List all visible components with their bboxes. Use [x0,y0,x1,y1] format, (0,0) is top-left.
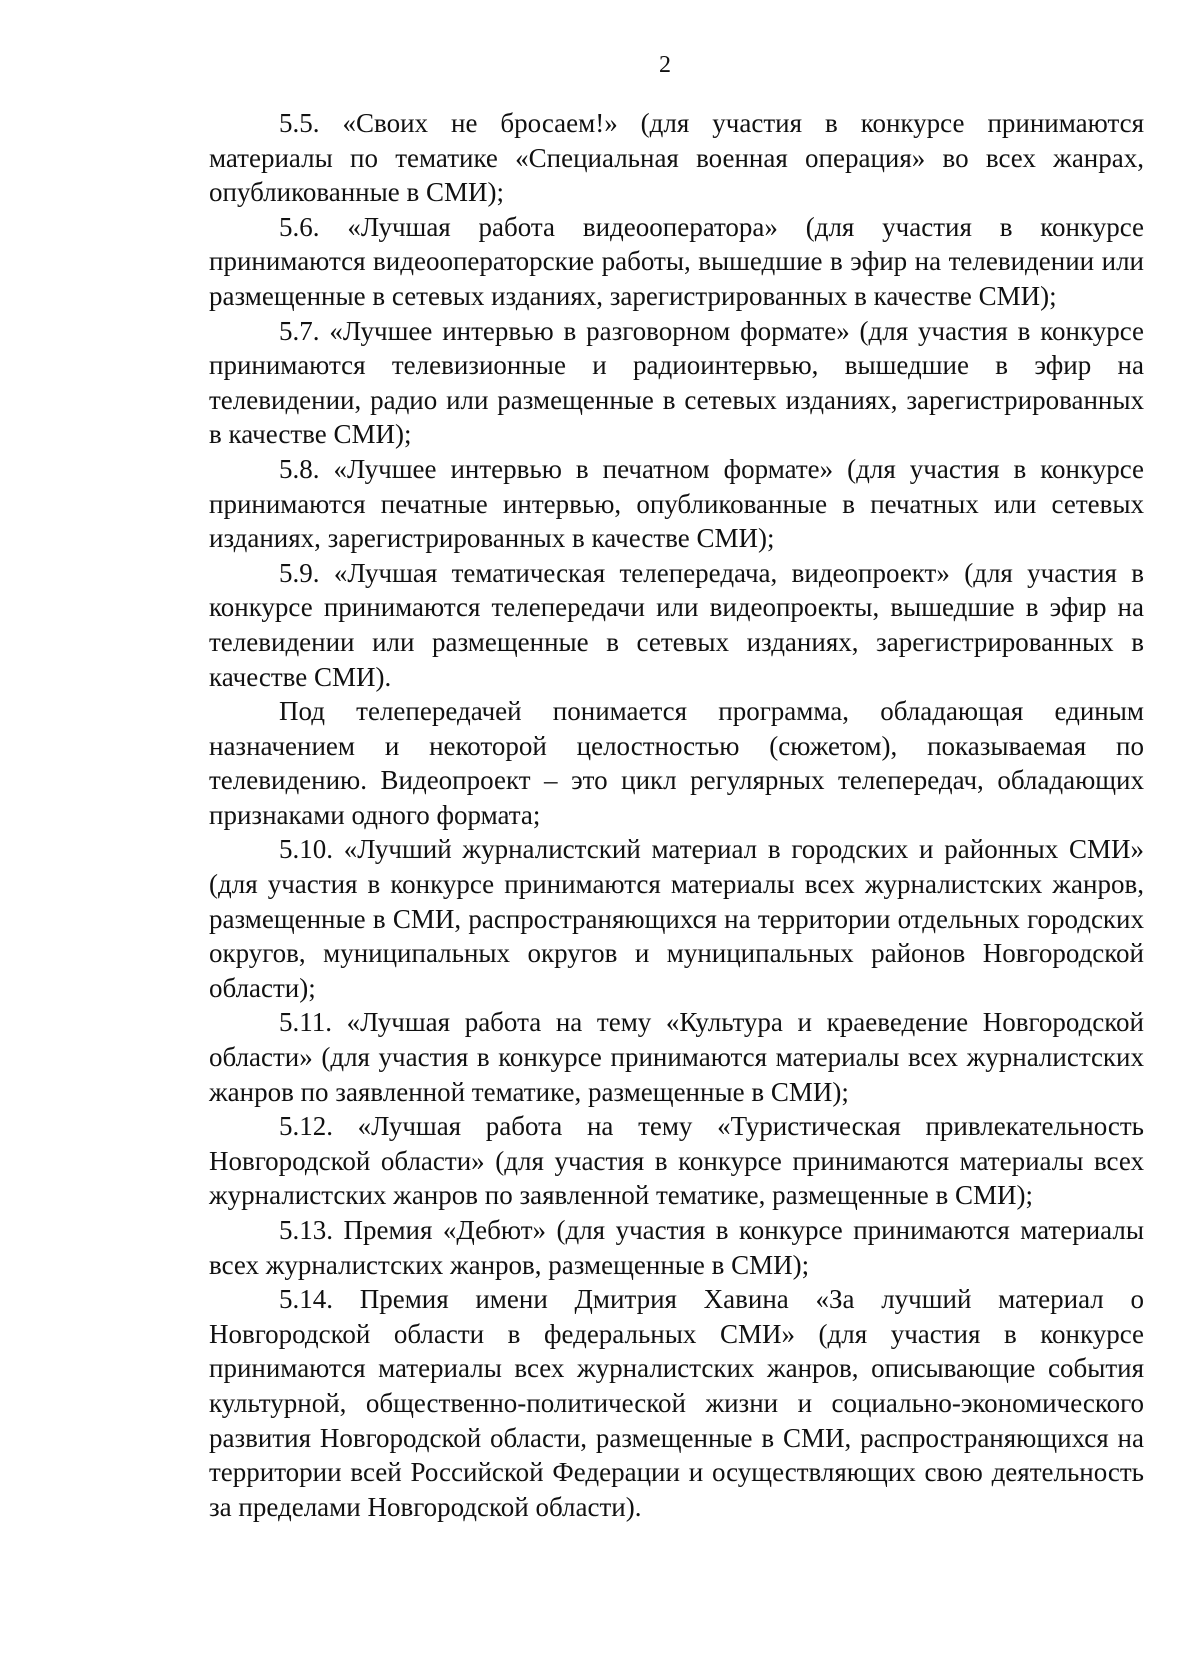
paragraph-5-14: 5.14. Премия имени Дмитрия Хавина «За лучший материал о Новгородской области в федеральных СМИ» (для участия в конкурсе принимаются материалы всех журналистских жанров, описывающие события культурной, общественно-политической жизни и социально-экономического развития Новгородской области, размещенные в СМИ, распространяющихся на территории всей Российской Федерации и осуществляющих свою деятельность за пределами Новгородской области). [209,1284,1144,1522]
paragraph-5-13: 5.13. Премия «Дебют» (для участия в конкурсе принимаются материалы всех журналистских жанров, размещенные в СМИ); [209,1215,1144,1280]
paragraph-5-7: 5.7. «Лучшее интервью в разговорном формате» (для участия в конкурсе принимаются телевизионные и радиоинтервью, вышедшие в эфир на телевидении, радио или размещенные в сетевых изданиях, зарегистрированных в качестве СМИ); [209,315,1144,450]
paragraph-5-11: 5.11. «Лучшая работа на тему «Культура и краеведение Новгородской области» (для участия в конкурсе принимаются материалы всех журналистских жанров по заявленной тематике, размещенные в СМИ); [209,1007,1144,1107]
paragraph-5-12: 5.12. «Лучшая работа на тему «Туристическая привлекательность Новгородской области» (для участия в конкурсе принимаются материалы всех журналистских жанров по заявленной тематике, размещенные в СМИ); [209,1111,1144,1211]
paragraph-5-5: 5.5. «Своих не бросаем!» (для участия в конкурсе принимаются материалы по тематике «Специальная военная операция» во всех жанрах, опубликованные в СМИ); [209,108,1144,208]
page-number: 2 [659,52,671,78]
paragraph-5-9: 5.9. «Лучшая тематическая телепередача, видеопроект» (для участия в конкурсе принимаются телепередачи или видеопроекты, вышедшие в эфир на телевидении или размещенные в сетевых изданиях, зарегистрированных в качестве СМИ). [209,557,1144,692]
paragraph-telecast-definition: Под телепередачей понимается программа, обладающая единым назначением и некоторой целостностью (сюжетом), показываемая по телевидению. Видеопроект – это цикл регулярных телепередач, обладающих признаками одного формата; [209,696,1144,830]
paragraph-5-6: 5.6. «Лучшая работа видеооператора» (для участия в конкурсе принимаются видеооператорские работы, вышедшие в эфир на телевидении или размещенные в сетевых изданиях, зарегистрированных в качестве СМИ); [209,211,1144,311]
paragraph-5-10: 5.10. «Лучший журналистский материал в городских и районных СМИ» (для участия в конкурсе принимаются материалы всех журналистских жанров, размещенные в СМИ, распространяющихся на территории отдельных городских округов, муниципальных округов и муниципальных районов Новгородской области); [209,834,1144,1003]
document-body [209,106,1144,1524]
paragraph-5-8: 5.8. «Лучшее интервью в печатном формате» (для участия в конкурсе принимаются печатные интервью, опубликованные в печатных или сетевых изданиях, зарегистрированных в качестве СМИ); [209,453,1144,554]
